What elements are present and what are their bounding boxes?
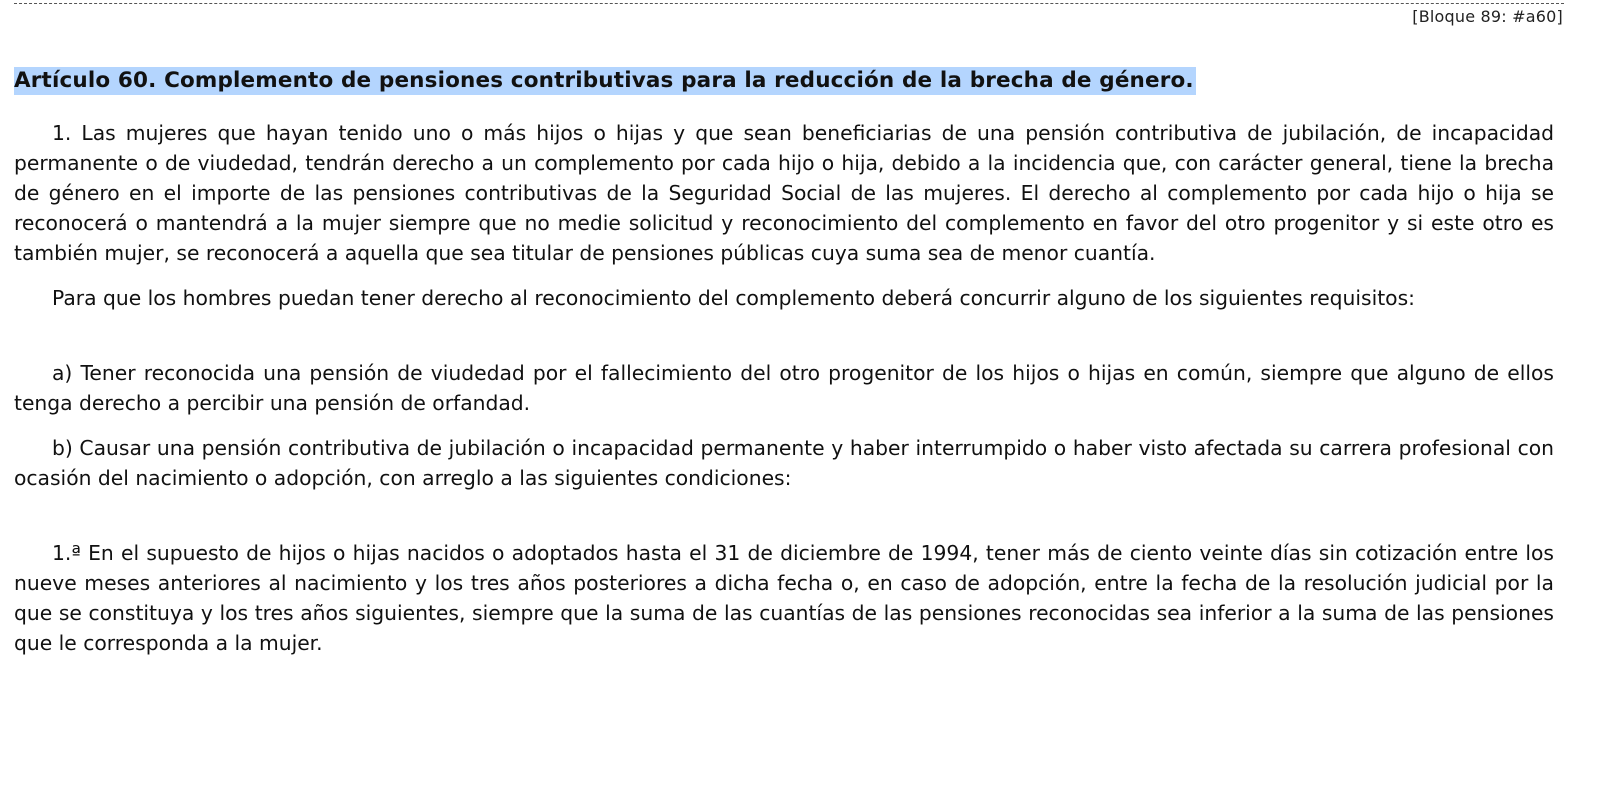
article-title-text: Artículo 60. Complemento de pensiones contributivas para la reducción de la brecha de género. (14, 68, 1194, 93)
paragraph-condition-1: 1.ª En el supuesto de hijos o hijas nacidos o adoptados hasta el 31 de diciembre de 1994, tener más de ciento veinte días sin cotización entre los nueve meses anteriores al nacimiento y los tres años posteriores a dicha fecha o, en caso de adopción, entre la fecha de la resolución judicial por la que se constituya y los tres años siguientes, siempre que la suma de las cuantías de las pensiones reconocidas sea inferior a la suma de las pensiones que le corresponda a la mujer. (14, 541, 1554, 655)
paragraph-requirement-a: a) Tener reconocida una pensión de viudedad por el fallecimiento del otro progenitor de los hijos o hijas en común, siempre que alguno de ellos tenga derecho a percibir una pensión de orfandad. (14, 361, 1554, 415)
paragraph-men-requirements: Para que los hombres puedan tener derecho al reconocimiento del complemento deberá concurrir alguno de los siguientes requisitos: (52, 286, 1415, 310)
block-separator (14, 3, 1564, 4)
paragraph-1: 1. Las mujeres que hayan tenido uno o más hijos o hijas y que sean beneficiarias de una pensión contributiva de jubilación, de incapacidad permanente o de viudedad, tendrán derecho a un complemento por cada hijo o hija, debido a la incidencia que, con carácter general, tiene la brecha de género en el importe de las pensiones contributivas de la Seguridad Social de las mujeres. El derecho al complemento por cada hijo o hija se reconocerá o mantendrá a la mujer siempre que no medie solicitud y reconocimiento del complemento en favor del otro progenitor y si este otro es también mujer, se reconocerá a aquella que sea titular de pensiones públicas cuya suma sea de menor cuantía. (14, 121, 1554, 265)
block-reference: [Bloque 89: #a60] (1412, 7, 1563, 26)
article-body (14, 118, 1554, 658)
article-title (14, 64, 1196, 98)
paragraph-requirement-b: b) Causar una pensión contributiva de jubilación o incapacidad permanente y haber interrumpido o haber visto afectada su carrera profesional con ocasión del nacimiento o adopción, con arreglo a las siguientes condiciones: (14, 436, 1554, 490)
